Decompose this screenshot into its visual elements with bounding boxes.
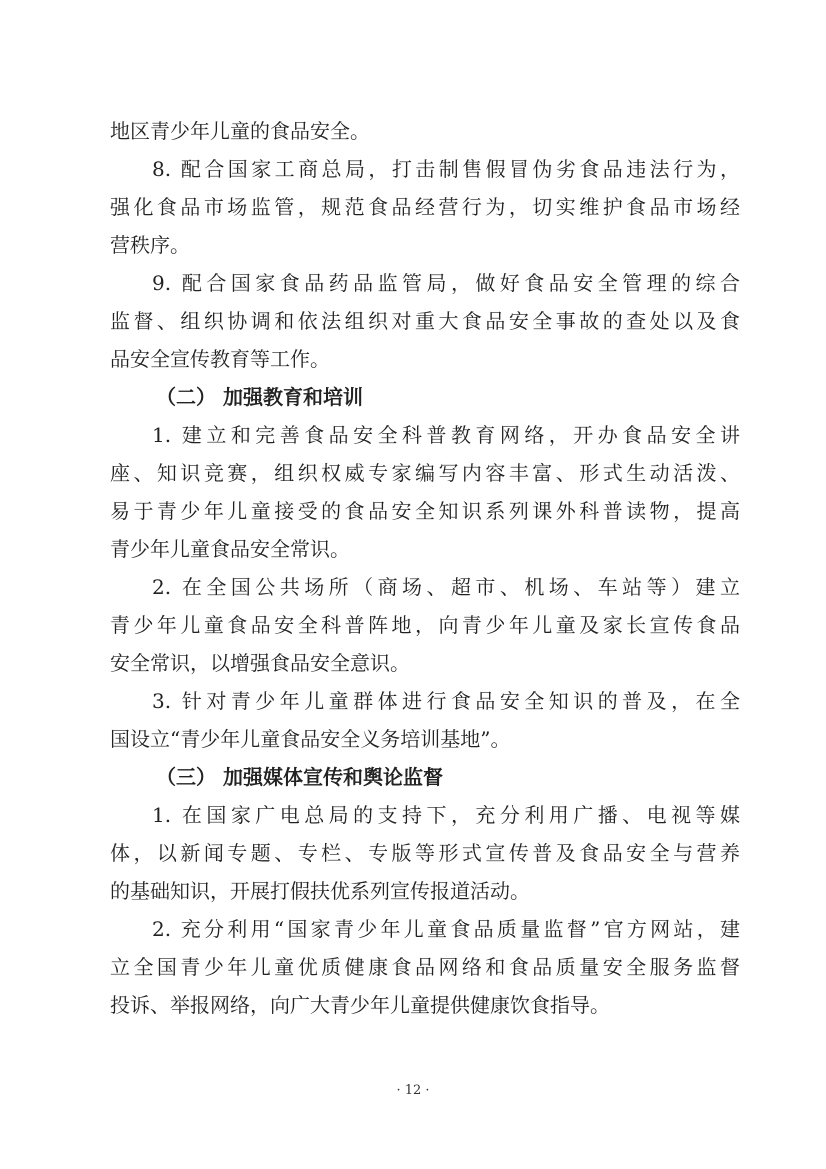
section-heading: （二） 加强教育和培训: [156, 385, 363, 409]
text-line: 强化食品市场监管，规范食品经营行为，切实维护食品市场经: [110, 195, 740, 219]
text-line: 3. 针对青少年儿童群体进行食品安全知识的普及，在全: [152, 689, 740, 713]
text-line: 1. 在国家广电总局的支持下，充分利用广播、电视等媒: [152, 803, 740, 827]
text-line: 的基础知识，开展打假扶优系列宣传报道活动。: [110, 879, 530, 903]
section-heading: （三） 加强媒体宣传和舆论监督: [156, 765, 443, 789]
text-line: 安全常识，以增强食品安全意识。: [110, 651, 410, 675]
text-line: 8. 配合国家工商总局，打击制售假冒伪劣食品违法行为，: [152, 157, 740, 181]
text-line: 9. 配合国家食品药品监管局，做好食品安全管理的综合: [152, 271, 740, 295]
text-line: 品安全宣传教育等工作。: [110, 347, 330, 371]
text-line: 营秩序。: [110, 233, 190, 257]
text-line: 青少年儿童食品安全常识。: [110, 537, 350, 561]
text-line: 立全国青少年儿童优质健康食品网络和食品质量安全服务监督: [110, 955, 740, 979]
text-line: 1. 建立和完善食品安全科普教育网络，开办食品安全讲: [152, 423, 740, 447]
text-line: 地区青少年儿童的食品安全。: [110, 119, 370, 143]
text-line: 易于青少年儿童接受的食品安全知识系列课外科普读物，提高: [110, 499, 740, 523]
text-line: 2. 充分利用“国家青少年儿童食品质量监督”官方网站，建: [152, 917, 740, 941]
text-line: 投诉、举报网络，向广大青少年儿童提供健康饮食指导。: [110, 993, 610, 1017]
page-number: · 12 ·: [396, 1083, 430, 1098]
text-line: 国设立“青少年儿童食品安全义务培训基地”。: [110, 727, 511, 751]
text-line: 监督、组织协调和依法组织对重大食品安全事故的查处以及食: [110, 309, 740, 333]
text-line: 座、知识竞赛，组织权威专家编写内容丰富、形式生动活泼、: [110, 461, 740, 485]
text-line: 体，以新闻专题、专栏、专版等形式宣传普及食品安全与营养: [110, 841, 740, 865]
text-line: 青少年儿童食品安全科普阵地，向青少年儿童及家长宣传食品: [110, 613, 740, 637]
text-line: 2. 在全国公共场所（商场、超市、机场、车站等）建立: [152, 575, 740, 599]
body-text: [110, 112, 740, 1024]
